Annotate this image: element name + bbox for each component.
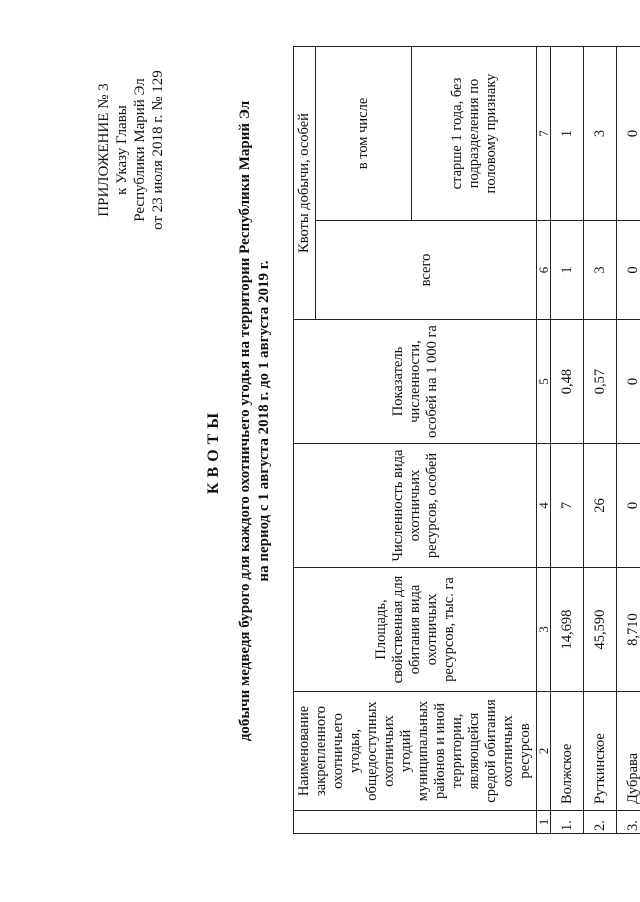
table-row [617,47,640,834]
header-count: Численность вида охотничьих ресурсов, особей [294,444,537,568]
subtitle-line: на период с 1 августа 2018 г. до 1 августа 2019 г. [256,260,272,582]
annex-date-line: от 23 июля 2018 г. № 129 [150,70,166,230]
row-index: 1. [551,811,584,834]
row-older: 0 [617,47,640,221]
column-number: 7 [537,47,551,221]
row-total: 0 [617,221,640,320]
row-count: 26 [584,444,617,568]
row-name: Дубрава [617,692,640,811]
row-density: 0,57 [584,320,617,444]
column-number: 3 [537,568,551,692]
column-number: 1 [537,811,551,834]
header-older: старше 1 года, без подразделения по половому признаку [412,47,537,221]
header-quota-group: Квоты добычи, особей [294,47,316,320]
row-density: 0 [617,320,640,444]
document-title: КВОТЫ [205,407,222,495]
annex-line: к Указу Главы [114,105,130,195]
row-area: 14,698 [551,568,584,692]
row-name: Руткинское [584,692,617,811]
column-number: 2 [537,692,551,811]
row-area: 8,710 [617,568,640,692]
subtitle-line: добычи медведя бурого для каждого охотничьего угодья на территории Республики Марий Эл [237,100,253,742]
row-total: 3 [584,221,617,320]
table-row [551,47,584,834]
row-index: 3. [617,811,640,834]
column-number: 6 [537,221,551,320]
document-subtitle [236,60,274,782]
row-older: 3 [584,47,617,221]
row-count: 0 [617,444,640,568]
header-name: Наименование закрепленного охотничьего угодья, общедоступных охотничьих угодий муниципальных районов и иной территории, являющейся средой обитания охотничьих ресурсов [294,692,537,811]
quota-table [293,46,640,834]
row-name: Волжское [551,692,584,811]
header-total: всего [316,221,537,320]
column-number: 4 [537,444,551,568]
row-density: 0,48 [551,320,584,444]
header-area: Площадь, свойственная для обитания вида охотничьих ресурсов, тыс. га [294,568,537,692]
row-older: 1 [551,47,584,221]
annex-line: ПРИЛОЖЕНИЕ № 3 [96,83,112,217]
annex-block [95,40,167,260]
row-area: 45,590 [584,568,617,692]
table-header-row [294,47,316,834]
row-count: 7 [551,444,584,568]
column-number: 5 [537,320,551,444]
header-including: в том числе [316,47,412,221]
header-index [294,811,537,834]
row-index: 2. [584,811,617,834]
row-total: 1 [551,221,584,320]
column-number-row [537,47,551,834]
header-density: Показатель численности, особей на 1 000 га [294,320,537,444]
annex-line: Республики Марий Эл [132,78,148,222]
table-row [584,47,617,834]
